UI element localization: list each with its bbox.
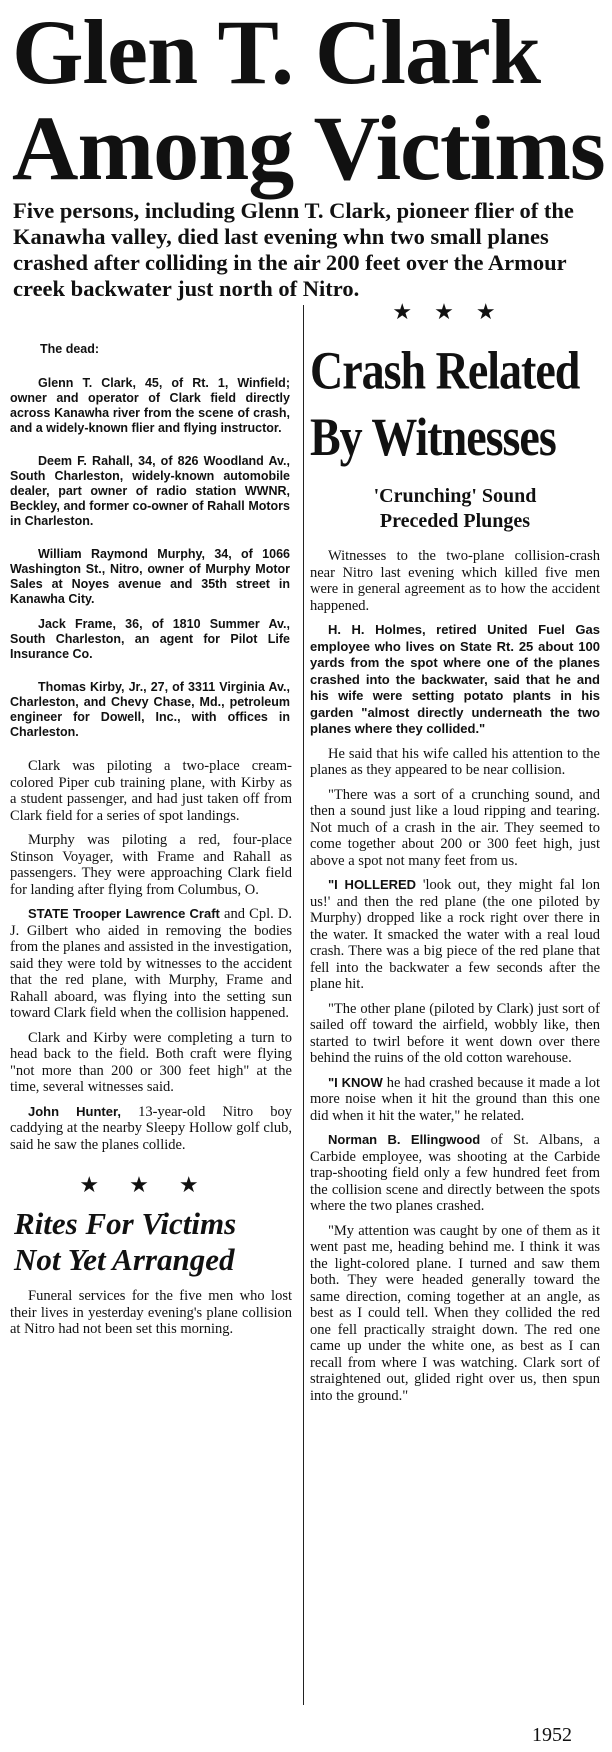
left-stars-ornament: ★★★	[79, 1173, 229, 1198]
hunter-lead: John Hunter,	[28, 1103, 121, 1119]
subhead-line-2: Preceded Plunges	[379, 510, 531, 532]
hunter-paragraph	[10, 1104, 292, 1154]
obituary-clark: Glenn T. Clark, 45, of Rt. 1, Winfield; owner and operator of Clark field directly across Kanawha river from the scene of crash, and a widely-known flier and flying instructor.	[10, 376, 290, 435]
hollered-paragraph	[310, 877, 600, 993]
obituary-rahall: Deem F. Rahall, 34, of 826 Woodland Av., South Charleston, widely-known automobile dealer, part owner of radio station WWNR, Beckley, and former co-owner of Rahall Motors in Charleston.	[10, 454, 290, 528]
know-paragraph	[310, 1075, 600, 1125]
holmes-paragraph: H. H. Holmes, retired United Fuel Gas employee who lives on State Rt. 25 about 100 yards from the spot where one of the planes crashed into the backwater, said that he and his wife were setting potato plants in his garden "almost directly underneath the two planes where they collided."	[310, 622, 600, 736]
trooper-text: and Cpl. D. J. Gilbert who aided in removing the bodies from the planes and assisted in the investigation, said they were told by witnesses to the accident that the red plane, with Murphy, Frame and Rahall aboard, was flying into the setting sun toward Clark field when the collision happened.	[10, 906, 292, 1021]
crash-subheadline	[310, 484, 600, 534]
hunter-text: 13-year-old Nitro boy caddying at the nearby Sleepy Hollow golf club, said he saw the planes collide.	[10, 1103, 293, 1153]
trooper-lead: STATE Trooper Lawrence Craft	[28, 906, 220, 921]
year-label: 1952	[532, 1724, 572, 1746]
ellingwood-lead: Norman B. Ellingwood	[328, 1132, 481, 1147]
know-lead: "I KNOW	[328, 1074, 383, 1090]
crash-headline-line-1: Crash Related	[310, 340, 580, 401]
rites-headline-line-1: Rites For Victims	[14, 1206, 237, 1241]
headline-line-2: Among Victims	[12, 97, 605, 199]
witnesses-intro: Witnesses to the two-plane collision-crash near Nitro last evening which killed five men were in general agreement as to how the accident happened.	[310, 548, 600, 614]
murphy-piloting-paragraph: Murphy was piloting a red, four-place Stinson Voyager, with Frame and Rahall as passengers. They were approaching Clark field for landing after flying from Columbus, O.	[10, 832, 292, 898]
dead-list-title: The dead:	[40, 342, 100, 356]
wife-paragraph: He said that his wife called his attention to the planes as they appeared to be near collision.	[310, 745, 600, 778]
crash-headline-line-2: By Witnesses	[310, 406, 556, 467]
left-column	[10, 304, 298, 1346]
headline-line-1: Glen T. Clark	[12, 1, 540, 103]
rites-headline-line-2: Not Yet Arranged	[14, 1242, 235, 1277]
attention-paragraph: "My attention was caught by one of them as it went past me, heading behind me. I think it was the light-colored plane. I turned and saw them both. They were headed generally toward the same direction, coming together at an angle, as best as I could tell. When they collided the red one fell practically straight down. The red one came up under the white one, as best as I can recall from where I was watching. Clark sort of straightened out, glided right over us, then spun into the ground."	[310, 1222, 600, 1404]
hollered-lead: "I HOLLERED	[328, 877, 417, 892]
trooper-paragraph	[10, 906, 292, 1022]
rites-headline	[14, 1206, 298, 1278]
right-column	[310, 304, 600, 1412]
headline	[12, 1, 605, 199]
rites-paragraph: Funeral services for the five men who lost their lives in yesterday evening's plane collision at Nitro had not been set this morning.	[10, 1288, 292, 1337]
crunching-paragraph: "There was a sort of a crunching sound, and then a sound just like a loud ripping and tearing. Not much of a crash in the air. They seemed to come together about 200 or 300 feet high, just above a spot not many feet from us.	[310, 786, 600, 869]
ellingwood-text: of St. Albans, a Carbide employee, was shooting at the Carbide trap-shooting field only a few hundred feet from the collision scene and directly between the spots where the two planes crashed.	[310, 1132, 600, 1214]
crash-headline	[310, 338, 600, 470]
obituary-murphy: William Raymond Murphy, 34, of 1066 Washington St., Nitro, owner of Murphy Motor Sales at Noyes avenue and 35th street in Kanawha City.	[10, 547, 290, 606]
lead-paragraph: Five persons, including Glenn T. Clark, pioneer flier of the Kanawha valley, died last evening whn two small planes crashed after colliding in the air 200 feet over the Armour creek backwater just north of Nitro.	[13, 198, 574, 301]
right-stars-ornament: ★★★	[392, 300, 518, 325]
obituary-frame: Jack Frame, 36, of 1810 Summer Av., South Charleston, an agent for Pilot Life Insurance Co.	[10, 617, 290, 661]
turn-paragraph: Clark and Kirby were completing a turn to head back to the field. Both craft were flying "not more than 200 or 300 feet high" at the time, several witnesses said.	[10, 1029, 292, 1095]
column-rule	[303, 305, 304, 1705]
obituary-kirby: Thomas Kirby, Jr., 27, of 3311 Virginia Av., Charleston, and Chevy Chase, Md., petroleum engineer for Dowell, Inc., with offices in Charleston.	[10, 680, 290, 739]
subhead-line-1: 'Crunching' Sound	[373, 485, 537, 507]
other-plane-paragraph: "The other plane (piloted by Clark) just sort of sailed off toward the airfield, wobbly like, then started to twirl before it went down over there behind the ruins of the old cotton warehouse.	[310, 1000, 600, 1066]
hollered-text: 'look out, they might fal lon us!' and then the red plane (the one piloted by Murphy) dropped like a rock right over there in the water. It smacked the water with a real loud crash. There was a big piece of the red plane that fell into the backwater a few seconds after the plane hit.	[310, 877, 600, 992]
know-text: he had crashed because it made a lot more noise when it hit the ground than this one did when it hit the water," he related.	[310, 1074, 601, 1124]
ellingwood-paragraph	[310, 1132, 600, 1215]
clark-piloting-paragraph: Clark was piloting a two-place cream-colored Piper cub training plane, with Kirby as a student passenger, and had just taken off from Clark field for a series of spot landings.	[10, 758, 292, 824]
